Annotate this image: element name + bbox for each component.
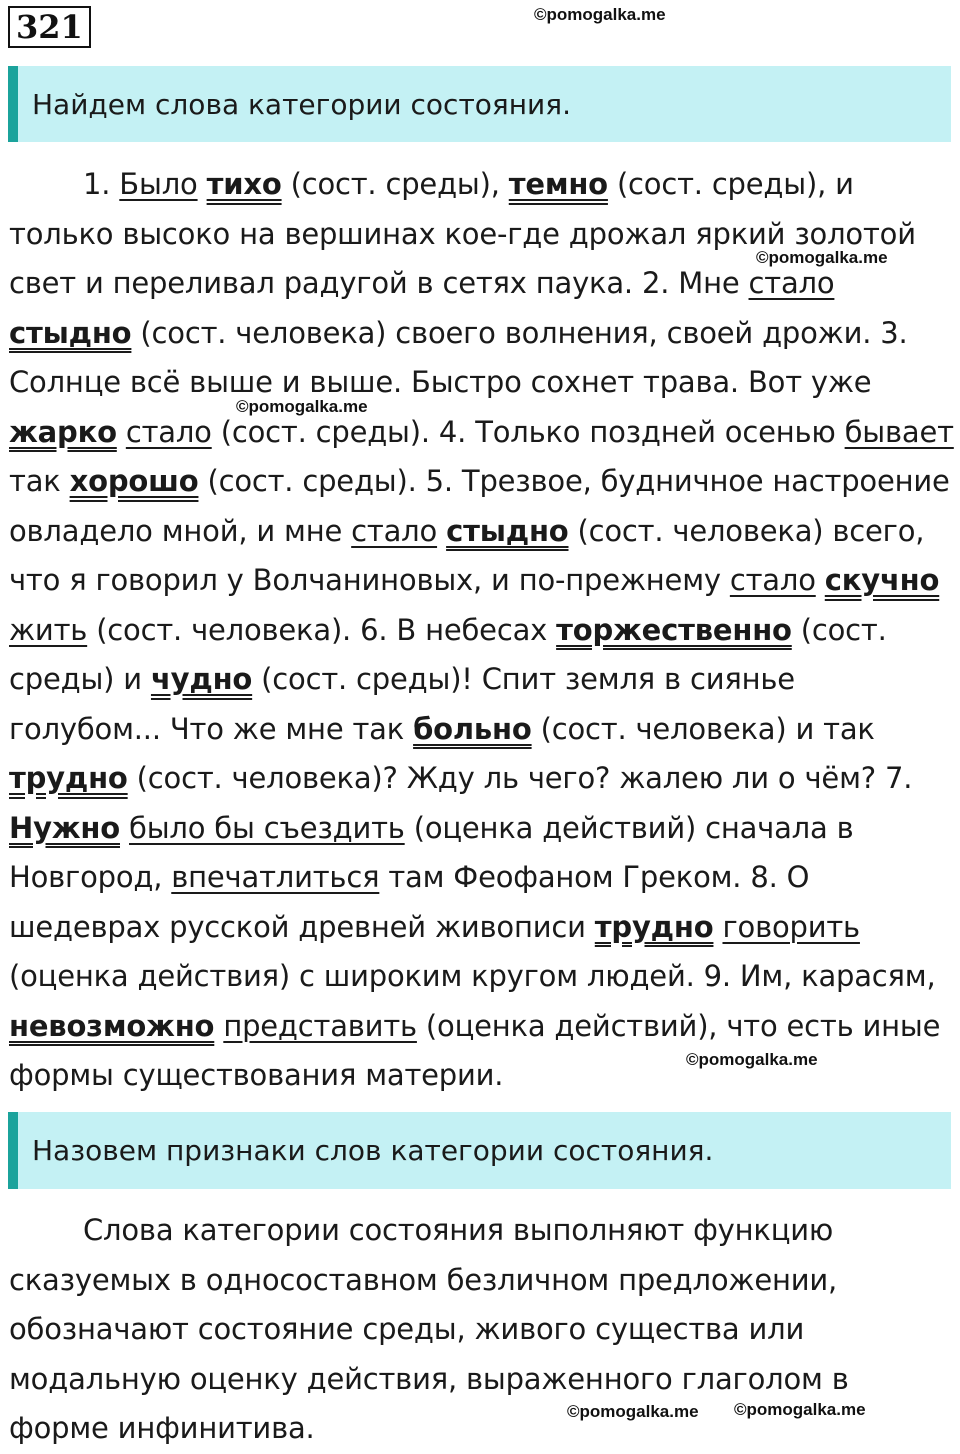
exercise-number: 321 [8, 6, 91, 48]
predicate-verb: представить [223, 1008, 417, 1043]
watermark: ©pomogalka.me [534, 5, 666, 24]
section-heading-text: Назовем признаки слов категории состояния. [32, 1134, 714, 1167]
watermark: ©pomogalka.me [567, 1402, 699, 1421]
state-word: Нужно [9, 810, 120, 845]
watermark: ©pomogalka.me [686, 1050, 818, 1069]
predicate-verb: было бы съездить [129, 810, 405, 845]
predicate-verb: стало [748, 266, 835, 300]
explanation-text: Слова категории состояния выполняют функцию сказуемых в односоставном безличном предложении, обозначают состояние среды, живого существа или модальную оценку действия, выраженного глаголом в форме инфинитива. [9, 1213, 849, 1445]
watermark: ©pomogalka.me [756, 248, 888, 267]
section-heading-text: Найдем слова категории состояния. [32, 87, 571, 121]
predicate-verb: впечатлиться [171, 860, 380, 894]
state-word: хорошо [69, 464, 199, 498]
state-word: темно [508, 167, 608, 201]
predicate-verb: жить [9, 612, 88, 647]
predicate-verb: Было [119, 167, 198, 201]
section-heading [8, 1112, 951, 1189]
state-word: стыдно [446, 513, 569, 548]
state-word: стыдно [9, 315, 132, 350]
predicate-verb: стало [125, 414, 212, 449]
predicate-verb: бывает [844, 414, 954, 449]
state-word: невозможно [9, 1008, 215, 1043]
state-word: больно [413, 711, 532, 746]
state-word: жарко [9, 414, 117, 449]
predicate-verb: говорить [722, 909, 860, 944]
watermark: ©pomogalka.me [734, 1400, 866, 1419]
state-word: тихо [206, 167, 282, 201]
state-word: чудно [150, 662, 253, 696]
exercise-text: 1. Было тихо (сост. среды), темно (сост. среды), и только высоко на вершинах кое-где дрожал яркий золотой свет и переливал радугой в сетях паука. 2. Мне стало стыдно (сост. человека) своего волнения, своей дрожи. 3. Солнце всё выше и выше. Быстро сохнет трава. Вот уже жарко стало (сост. среды). 4. Только поздней осенью бывает так хорошо (сост. среды). 5. Трезвое, будничное настроение овладело мной, и мне стало стыдно (сост. человека) всего, что я говорил у Волчаниновых, и по-прежнему стало скучно жить (сост. человека). 6. В небесах торжественно (сост. среды) и чудно (сост. среды)! Спит земля в сиянье голубом... Что же мне так больно (сост. человека) и так трудно (сост. человека)? Жду ль чего? жалею ли о чём? 7. Нужно было бы съездить (оценка действий) сначала в Новгород, впечатлиться там Феофаном Греком. 8. О шедеврах русской древней живописи трудно говорить (оценка действия) с широким кругом людей. 9. Им, карасям, невозможно представить (оценка действий), что есть иные формы существования материи. [9, 167, 954, 1092]
state-word: скучно [824, 563, 940, 597]
state-word: торжественно [556, 612, 792, 647]
state-word: трудно [594, 909, 714, 944]
watermark: ©pomogalka.me [236, 397, 368, 416]
predicate-verb: стало [729, 563, 816, 597]
state-word: трудно [9, 761, 128, 795]
predicate-verb: стало [351, 513, 438, 548]
section-heading [8, 66, 951, 142]
